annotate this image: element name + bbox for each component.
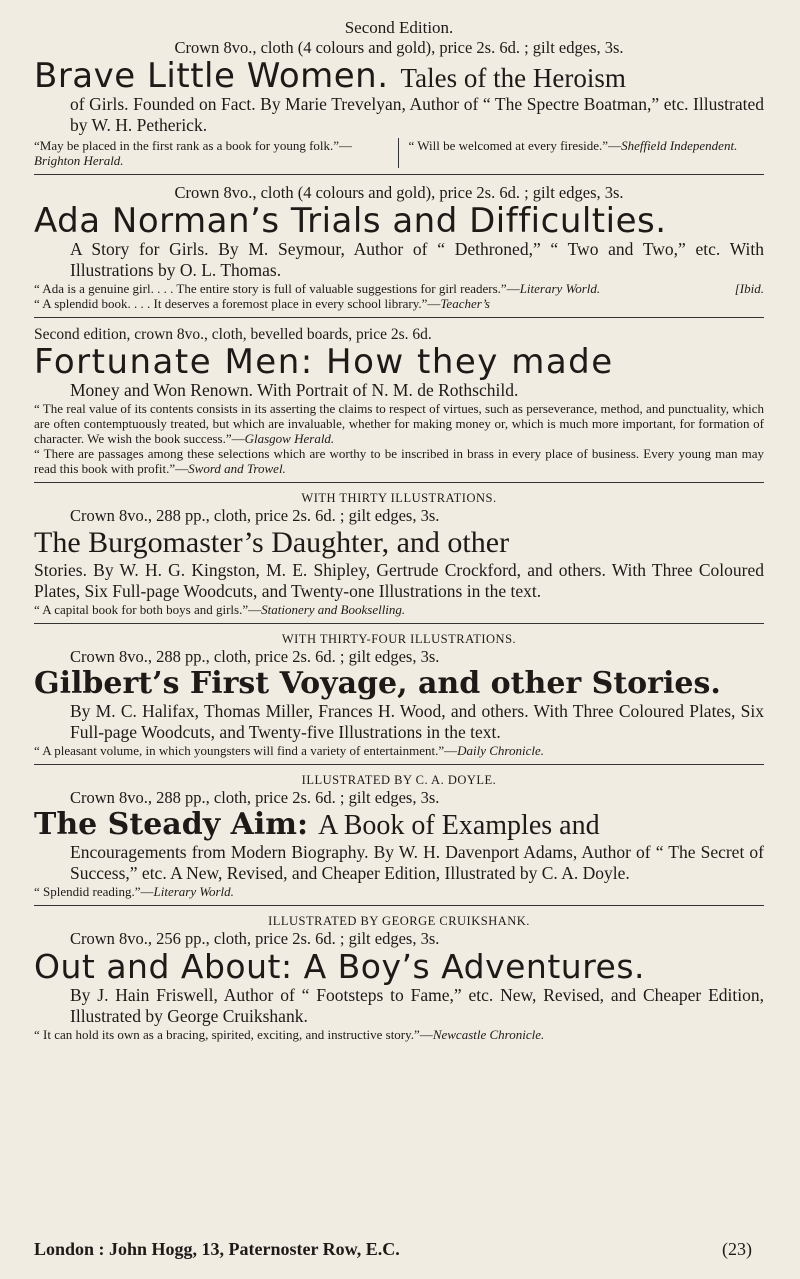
quote-text: “May be placed in the first rank as a book for young folk.”—	[34, 138, 353, 153]
book-entry-steady-aim	[34, 773, 764, 899]
quote-source: Literary World.	[153, 884, 234, 899]
edition-note: Second Edition.	[344, 18, 454, 37]
book-title: Gilbert’s First Voyage, and other Stories.	[34, 666, 721, 701]
format-line: Crown 8vo., 256 pp., cloth, price 2s. 6d. ; gilt edges, 3s.	[70, 929, 440, 948]
review-quote	[34, 602, 764, 617]
format-line: Crown 8vo., cloth (4 colours and gold), price 2s. 6d. ; gilt edges, 3s.	[174, 183, 624, 202]
book-description: By M. C. Halifax, Thomas Miller, Frances H. Wood, and others. With Three Coloured Plates, Six Full-page Woodcuts, and Twenty-five Illustrations in the text.	[70, 701, 764, 742]
publisher-imprint: London : John Hogg, 13, Paternoster Row, E.C.	[34, 1239, 400, 1259]
format-line: Crown 8vo., cloth (4 colours and gold), price 2s. 6d. ; gilt edges, 3s.	[174, 38, 624, 57]
book-entry-burgomasters-daughter	[34, 491, 764, 617]
book-description: Stories. By W. H. G. Kingston, M. E. Shipley, Gertrude Crockford, and others. With Three Coloured Plates, Six Full-page Woodcuts, and Twenty-one Illustrations in the text.	[34, 560, 764, 601]
book-title: Ada Norman’s Trials and Difficulties.	[34, 201, 667, 241]
review-quote-right	[399, 138, 765, 168]
quote-text: “ A capital book for both boys and girls.”—	[34, 602, 262, 617]
quote-text: “ Will be welcomed at every fireside.”—	[408, 138, 622, 153]
quote-source: Daily Chronicle.	[457, 743, 545, 758]
quote-source: Glasgow Herald.	[244, 431, 335, 446]
quote-text: “ There are passages among these selections which are worthy to be inscribed in brass in every place of business. Every young man may read this book with profit.”—	[34, 446, 764, 476]
page-footer	[34, 1239, 764, 1260]
book-description: Encouragements from Modern Biography. By W. H. Davenport Adams, Author of “ The Secret of Success,” etc. A New, Revised, and Cheaper Edition, Illustrated by C. A. Doyle.	[70, 842, 764, 883]
book-entry-gilberts-first-voyage	[34, 632, 764, 758]
quote-source: Newcastle Chronicle.	[432, 1027, 545, 1042]
quote-text: “ Ada is a genuine girl. . . . The entire story is full of valuable suggestions for girl readers.”—	[34, 281, 520, 296]
book-title: Fortunate Men: How they made	[34, 342, 614, 382]
format-line: Crown 8vo., 288 pp., cloth, price 2s. 6d. ; gilt edges, 3s.	[70, 647, 440, 666]
section-header: ILLUSTRATED BY C. A. DOYLE.	[301, 773, 497, 787]
review-quote	[34, 884, 764, 899]
book-subtitle: Tales of the Heroism	[400, 63, 626, 93]
divider	[34, 174, 764, 175]
quote-text: “ Splendid reading.”—	[34, 884, 154, 899]
quote-source: Literary World.	[519, 281, 601, 296]
quote-source: Sheffield Independent.	[621, 138, 738, 153]
book-description: of Girls. Founded on Fact. By Marie Trevelyan, Author of “ The Spectre Boatman,” etc. Illustrated by W. H. Petherick.	[70, 94, 764, 135]
format-line: Second edition, crown 8vo., cloth, bevelled boards, price 2s. 6d.	[34, 326, 432, 343]
catalogue-page	[34, 18, 764, 1046]
quote-source: [Ibid.	[734, 281, 764, 296]
format-line: Crown 8vo., 288 pp., cloth, price 2s. 6d. ; gilt edges, 3s.	[70, 506, 440, 525]
book-subtitle: A Book of Examples and	[318, 810, 600, 841]
divider	[34, 317, 764, 318]
quote-text: “ The real value of its contents consists in its asserting the claims to respect of virtues, such as perseverance, method, and punctuality, which are often contemptuously treated, but which are invaluable, whether for making money or, which is much more important, for formation of character. We wish the book success.”—	[34, 401, 764, 446]
book-description: By J. Hain Friswell, Author of “ Footsteps to Fame,” etc. New, Revised, and Cheaper Edition, Illustrated by George Cruikshank.	[70, 985, 764, 1026]
book-title: The Burgomaster’s Daughter, and other	[34, 526, 510, 559]
book-entry-fortunate-men	[34, 326, 764, 476]
divider	[34, 905, 764, 906]
section-header: WITH THIRTY ILLUSTRATIONS.	[301, 491, 497, 505]
quote-text: “ A splendid book. . . . It deserves a foremost place in every school library.”—	[34, 296, 441, 311]
review-quote	[34, 743, 764, 758]
book-title: Out and About: A Boy’s Adventures.	[34, 947, 646, 986]
quote-text: “ A pleasant volume, in which youngsters will find a variety of entertainment.”—	[34, 743, 458, 758]
format-line: Crown 8vo., 288 pp., cloth, price 2s. 6d. ; gilt edges, 3s.	[70, 788, 440, 807]
quote-text: “ It can hold its own as a bracing, spirited, exciting, and instructive story.”—	[34, 1027, 433, 1042]
quote-source: Brighton Herald.	[34, 153, 124, 168]
quote-source: Teacher’s	[440, 296, 490, 311]
book-entry-brave-little-women	[34, 18, 764, 168]
page-number: (23)	[722, 1239, 752, 1259]
review-quote	[34, 446, 764, 476]
review-quote	[34, 1027, 764, 1042]
review-quote	[34, 401, 764, 446]
book-title: Brave Little Women.	[34, 56, 389, 96]
book-title: The Steady Aim:	[34, 807, 309, 842]
review-quote	[34, 281, 764, 296]
book-entry-out-and-about	[34, 914, 764, 1042]
divider	[34, 482, 764, 483]
divider	[34, 623, 764, 624]
book-entry-ada-norman	[34, 183, 764, 311]
quote-source: Sword and Trowel.	[188, 461, 286, 476]
book-description: A Story for Girls. By M. Seymour, Author of “ Dethroned,” “ Two and Two,” etc. With Illustrations by O. L. Thomas.	[70, 239, 764, 280]
review-quote-left	[34, 138, 399, 168]
review-quote	[34, 296, 764, 311]
book-description: Money and Won Renown. With Portrait of N. M. de Rothschild.	[70, 380, 519, 400]
section-header: WITH THIRTY-FOUR ILLUSTRATIONS.	[281, 632, 517, 646]
section-header: ILLUSTRATED BY GEORGE CRUIKSHANK.	[268, 914, 530, 928]
quote-source: Stationery and Bookselling.	[261, 602, 406, 617]
divider	[34, 764, 764, 765]
